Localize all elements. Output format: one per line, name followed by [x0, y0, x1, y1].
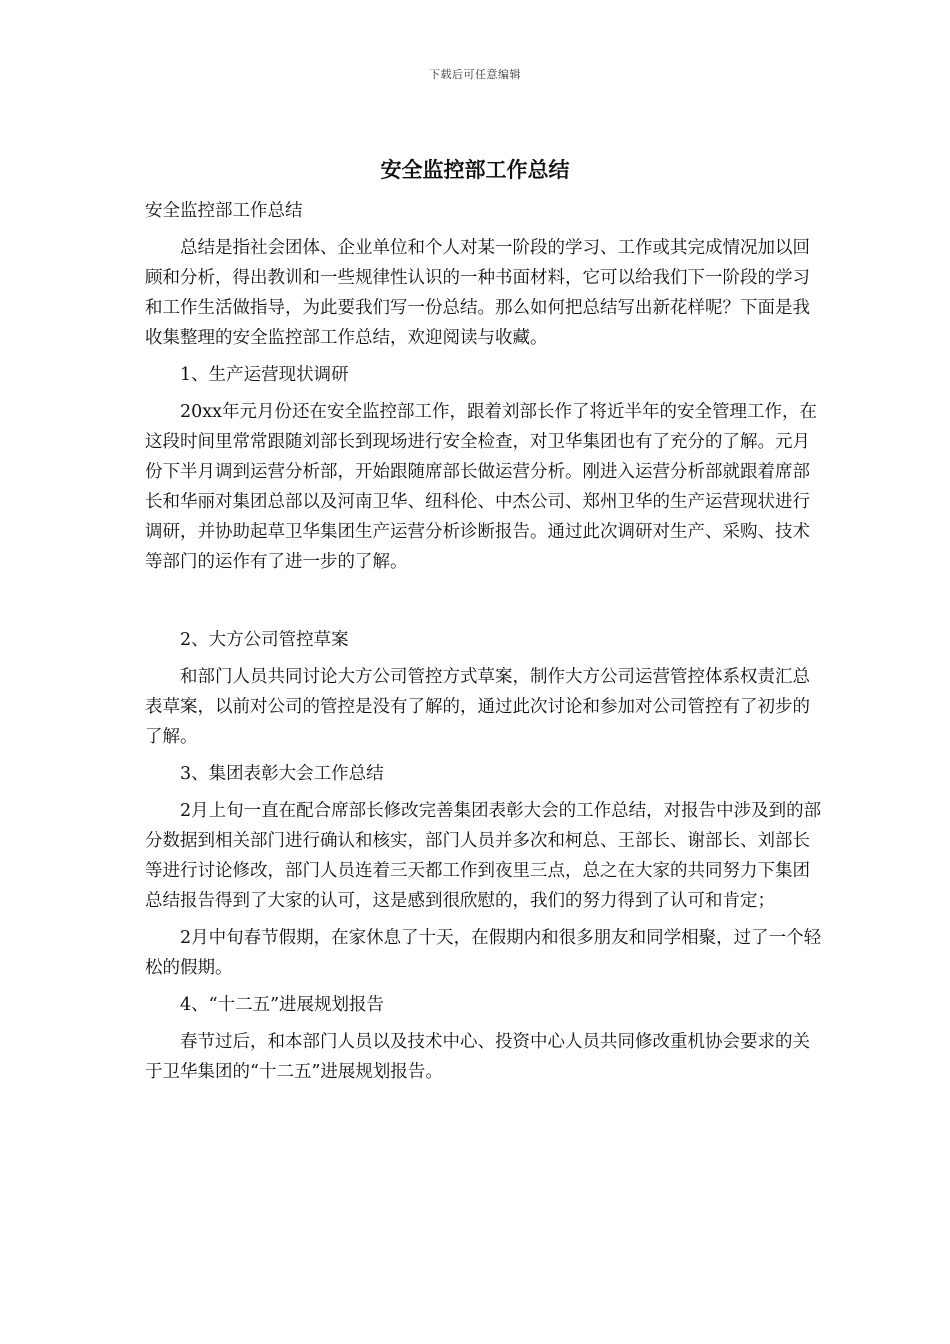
section-heading-2: 2、大方公司管控草案 — [180, 630, 349, 650]
section-heading-1: 1、生产运营现状调研 — [180, 365, 349, 385]
section-heading-4: 4、“十二五”进展规划报告 — [180, 995, 385, 1015]
section-3-paragraph-1: 2月上旬一直在配合席部长修改完善集团表彰大会的工作总结，对报告中涉及到的部分数据到相关部门进行确认和核实，部门人员并多次和柯总、王部长、谢部长、刘部长等进行讨论修改，部门人员连着三天都工作到夜里三点，总之在大家的共同努力下集团总结报告得到了大家的认可，这是感到很欣慰的，我们的努力得到了认可和肯定； — [145, 801, 822, 911]
blank-line — [145, 577, 825, 625]
section-3-paragraph-2: 2月中旬春节假期，在家休息了十天，在假期内和很多朋友和同学相聚，过了一个轻松的假期。 — [145, 928, 822, 978]
intro-paragraph: 总结是指社会团体、企业单位和个人对某一阶段的学习、工作或其完成情况加以回顾和分析，得出教训和一些规律性认识的一种书面材料，它可以给我们下一阶段的学习和工作生活做指导，为此要我们写一份总结。那么如何把总结写出新花样呢？下面是我收集整理的安全监控部工作总结，欢迎阅读与收藏。 — [145, 238, 810, 348]
document-body — [145, 196, 825, 1087]
document-title: 安全监控部工作总结 — [380, 157, 570, 182]
section-4-paragraph-1: 春节过后，和本部门人员以及技术中心、投资中心人员共同修改重机协会要求的关于卫华集团的“十二五”进展规划报告。 — [145, 1032, 810, 1082]
document-subtitle: 安全监控部工作总结 — [145, 201, 303, 221]
section-heading-3: 3、集团表彰大会工作总结 — [180, 764, 384, 784]
section-1-paragraph-1: 20xx年元月份还在安全监控部工作，跟着刘部长作了将近半年的安全管理工作，在这段时间里常常跟随刘部长到现场进行安全检查，对卫华集团也有了充分的了解。元月份下半月调到运营分析部，开始跟随席部长做运营分析。刚进入运营分析部就跟着席部长和华丽对集团总部以及河南卫华、纽科伦、中杰公司、郑州卫华的生产运营现状进行调研，并协助起草卫华集团生产运营分析诊断报告。通过此次调研对生产、采购、技术等部门的运作有了进一步的了解。 — [145, 402, 818, 572]
header-note: 下载后可任意编辑 — [429, 68, 521, 81]
section-2-paragraph-1: 和部门人员共同讨论大方公司管控方式草案，制作大方公司运营管控体系权责汇总表草案，以前对公司的管控是没有了解的，通过此次讨论和参加对公司管控有了初步的了解。 — [145, 667, 810, 747]
